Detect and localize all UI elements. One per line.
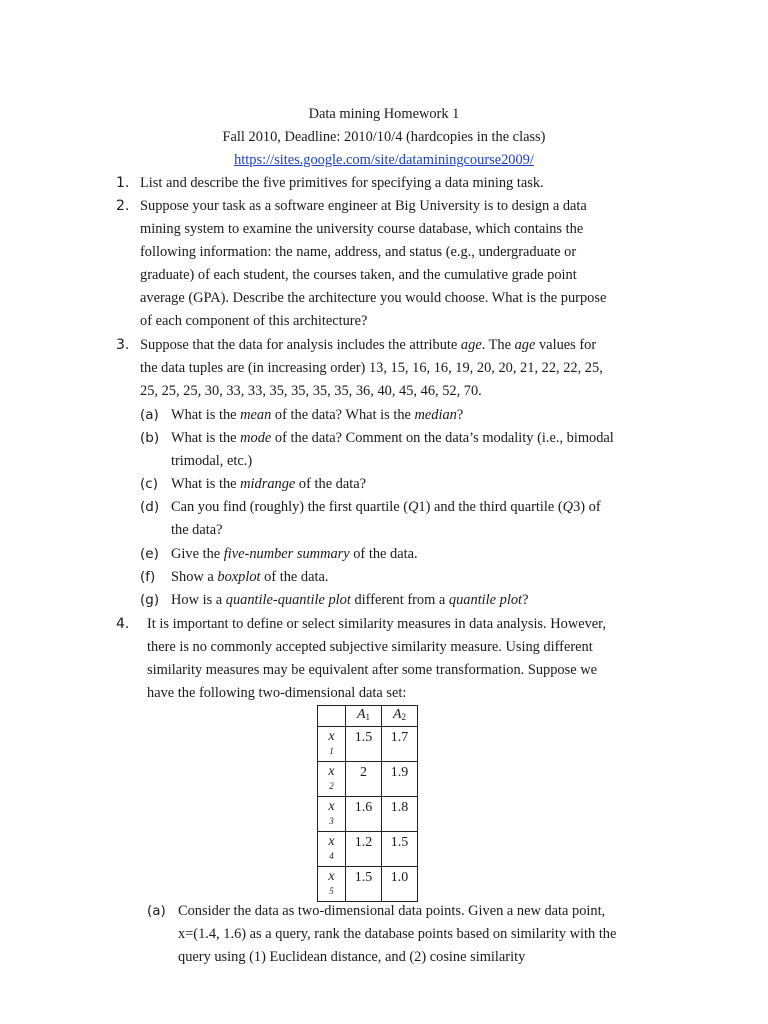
question-3c-label: (c) bbox=[140, 476, 158, 492]
table-corner-cell bbox=[318, 706, 346, 727]
question-3d-label: (d) bbox=[140, 499, 160, 515]
cell-a1: 1.2 bbox=[346, 832, 382, 867]
cell-a1: 1.6 bbox=[346, 797, 382, 832]
question-4a-line: query using (1) Euclidean distance, and (2) cosine similarity bbox=[178, 949, 526, 965]
question-3f-label: (f) bbox=[140, 569, 156, 585]
question-3a-text: What is the mean of the data? What is the median? bbox=[171, 407, 464, 423]
deadline-line: Fall 2010, Deadline: 2010/10/4 (hardcopies in the class) bbox=[222, 129, 546, 145]
question-4a-line: Consider the data as two-dimensional data points. Given a new data point, bbox=[178, 903, 606, 919]
cell-a2: 1.8 bbox=[382, 797, 418, 832]
row-label: x 3 bbox=[318, 797, 346, 832]
cell-a2: 1.5 bbox=[382, 832, 418, 867]
question-4-line: have the following two-dimensional data set: bbox=[147, 685, 407, 701]
question-2-line: following information: the name, address, and status (e.g., undergraduate or bbox=[140, 244, 577, 260]
course-link-line bbox=[0, 149, 768, 172]
question-3-number: 3. bbox=[116, 337, 130, 353]
data-set-table bbox=[317, 705, 418, 902]
question-3b-text-cont: trimodal, etc.) bbox=[171, 453, 253, 469]
question-1-number: 1. bbox=[116, 175, 130, 191]
question-2-line: graduate) of each student, the courses taken, and the cumulative grade point bbox=[140, 267, 577, 283]
question-4-line: there is no commonly accepted subjective similarity measure. Using different bbox=[147, 639, 593, 655]
row-label: x 5 bbox=[318, 867, 346, 902]
course-url-link[interactable]: https://sites.google.com/site/dataminingcourse2009/ bbox=[234, 152, 534, 168]
question-3-line: 25, 25, 25, 30, 33, 33, 35, 35, 35, 35, 36, 40, 45, 46, 52, 70. bbox=[140, 383, 482, 399]
question-2-line: of each component of this architecture? bbox=[140, 313, 368, 329]
question-3e-text: Give the five-number summary of the data. bbox=[171, 546, 418, 562]
question-3-line: Suppose that the data for analysis includes the attribute age. The age values for bbox=[140, 337, 597, 353]
table-header-a2: $A_2$ bbox=[382, 706, 418, 727]
cell-a2: 1.7 bbox=[382, 727, 418, 762]
question-3f-text: Show a boxplot of the data. bbox=[171, 569, 329, 585]
row-label: x 1 bbox=[318, 727, 346, 762]
question-3c-text: What is the midrange of the data? bbox=[171, 476, 367, 492]
table-row bbox=[318, 832, 418, 867]
table-row bbox=[318, 727, 418, 762]
question-3e-label: (e) bbox=[140, 546, 159, 562]
table-header-a1: $A_1$ bbox=[346, 706, 382, 727]
row-label: x 4 bbox=[318, 832, 346, 867]
question-3g-label: (g) bbox=[140, 592, 160, 608]
table-row bbox=[318, 762, 418, 797]
question-4a-label: (a) bbox=[147, 903, 166, 919]
question-3-line: the data tuples are (in increasing order) 13, 15, 16, 16, 19, 20, 20, 21, 22, 22, 25, bbox=[140, 360, 603, 376]
question-4-number: 4. bbox=[116, 616, 130, 632]
question-4-line: It is important to define or select similarity measures in data analysis. However, bbox=[147, 616, 606, 632]
cell-a1: 2 bbox=[346, 762, 382, 797]
table-row bbox=[318, 867, 418, 902]
table-header-row bbox=[318, 706, 418, 727]
cell-a2: 1.9 bbox=[382, 762, 418, 797]
question-3g-text: How is a quantile-quantile plot different from a quantile plot? bbox=[171, 592, 529, 608]
cell-a1: 1.5 bbox=[346, 867, 382, 902]
homework-title: Data mining Homework 1 bbox=[308, 106, 460, 122]
question-4a-line: x=(1.4, 1.6) as a query, rank the database points based on similarity with the bbox=[178, 926, 617, 942]
question-3d-text-cont: the data? bbox=[171, 522, 223, 538]
cell-a2: 1.0 bbox=[382, 867, 418, 902]
row-label: x 2 bbox=[318, 762, 346, 797]
question-3b-label: (b) bbox=[140, 430, 160, 446]
question-4-line: similarity measures may be equivalent after some transformation. Suppose we bbox=[147, 662, 597, 678]
cell-a1: 1.5 bbox=[346, 727, 382, 762]
question-2-number: 2. bbox=[116, 198, 130, 214]
question-2-line: Suppose your task as a software engineer at Big University is to design a data bbox=[140, 198, 587, 214]
question-1-text: List and describe the five primitives for specifying a data mining task. bbox=[140, 175, 544, 191]
question-2-line: average (GPA). Describe the architecture you would choose. What is the purpose bbox=[140, 290, 607, 306]
question-2-line: mining system to examine the university course database, which contains the bbox=[140, 221, 584, 237]
question-3a-label: (a) bbox=[140, 407, 159, 423]
question-3d-text: Can you find (roughly) the first quartile (Q1) and the third quartile (Q3) of bbox=[171, 499, 601, 515]
table-row bbox=[318, 797, 418, 832]
question-3b-text: What is the mode of the data? Comment on the data’s modality (i.e., bimodal bbox=[171, 430, 614, 446]
